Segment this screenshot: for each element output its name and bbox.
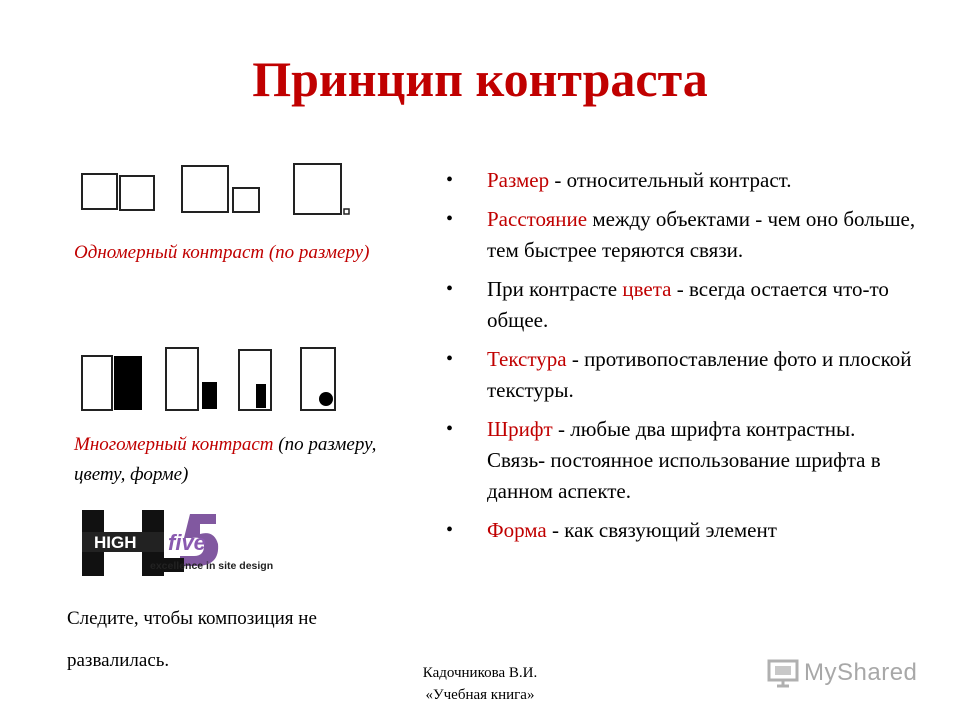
bullet-color: • При контрасте цвета - всегда остается что-то общее. <box>446 274 916 336</box>
size-contrast-figure <box>78 160 358 220</box>
page-title: Принцип контраста <box>252 51 708 107</box>
author-footer: Кадочникова В.И. «Учебная книга» <box>422 665 538 703</box>
logo-high-text: HIGH <box>94 533 137 552</box>
size-contrast-caption: Одномерный контраст (по размеру) <box>74 242 370 263</box>
bullet-font: • Шрифт - любые два шрифта контрастны. Связь- постоянное использование шрифта в данном аспекте. <box>446 414 916 507</box>
multi-contrast-caption: Многомерный контраст (по размеру, цвету, форме) <box>74 434 377 485</box>
logo-tagline: excellence in site design <box>150 560 274 572</box>
bullet-shape: • Форма - как связующий элемент <box>446 515 916 546</box>
watermark-text: MyShared <box>804 659 918 686</box>
slideshow-icon <box>766 658 800 688</box>
multi-contrast-figure <box>78 342 348 417</box>
bullet-size: • Размер - относительный контраст. <box>446 165 916 196</box>
myshared-watermark[interactable] <box>766 655 936 691</box>
logo-five-text: five <box>168 530 206 555</box>
contrast-bullet-list <box>446 165 916 554</box>
composition-note: Следите, чтобы композиция не развалилась. <box>67 608 317 671</box>
bullet-texture: • Текстура - противопоставление фото и плоской текстуры. <box>446 344 916 406</box>
highfive-logo <box>82 506 302 582</box>
bullet-distance: • Расстояние между объектами - чем оно больше, тем быстрее теряются связи. <box>446 204 916 266</box>
